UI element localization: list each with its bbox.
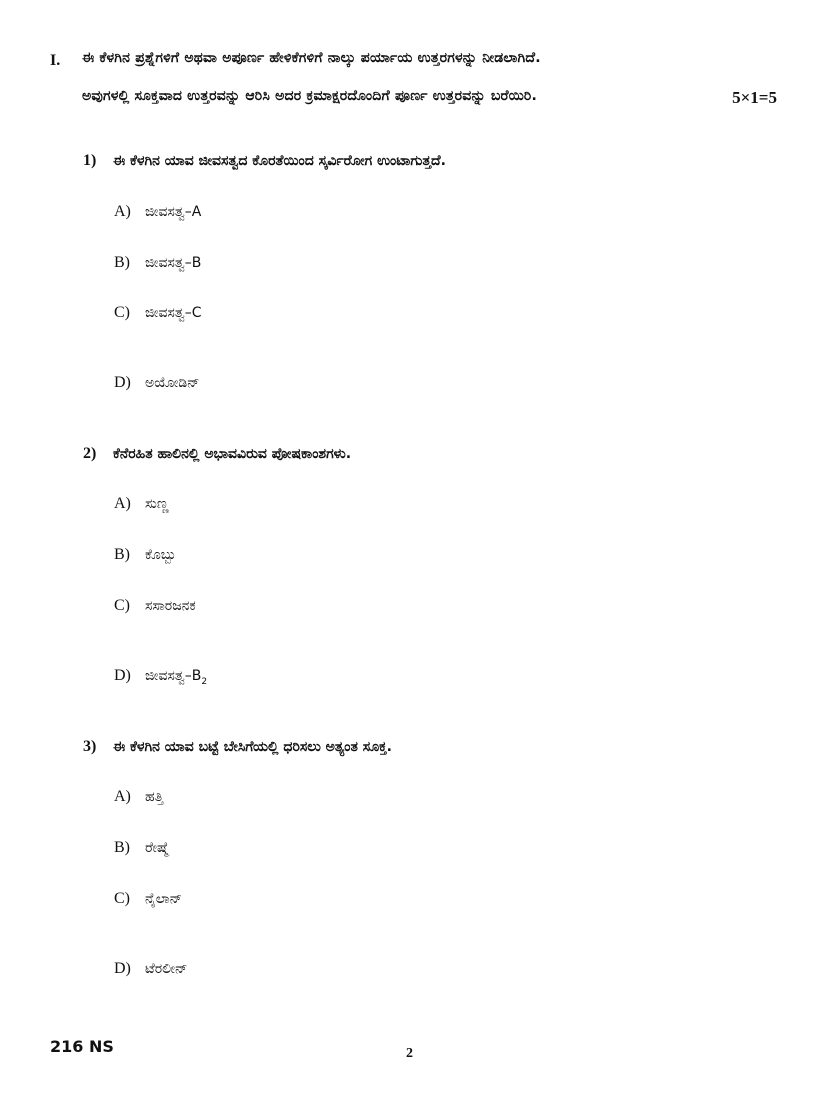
- section-instruction-line-1: ಈ ಕೆಳಗಿನ ಪ್ರಶ್ನೆಗಳಿಗೆ ಅಥವಾ ಅಪೂರ್ಣ ಹೇಳಿಕೆಗಳಿಗೆ ನಾಲ್ಕು ಪರ್ಯಾಯ ಉತ್ತರಗಳನ್ನು ನೀಡಲಾಗಿದೆ.: [82, 50, 541, 66]
- q2-option-d-text: [145, 668, 207, 687]
- q2-option-a-text: ಸುಣ್ಣ: [145, 496, 169, 512]
- question-2-number: 2): [83, 445, 97, 462]
- q3-option-d-text: ಟೆರಲೀನ್: [145, 961, 188, 977]
- question-1-text: ಈ ಕೆಳಗಿನ ಯಾವ ಜೀವಸತ್ವದ ಕೊರತೆಯಿಂದ ಸ್ಕರ್ವಿರೋಗ ಉಂಟಾಗುತ್ತದೆ.: [113, 153, 446, 169]
- section-instruction-line-2: ಅವುಗಳಲ್ಲಿ ಸೂಕ್ತವಾದ ಉತ್ತರವನ್ನು ಆರಿಸಿ ಅದರ ಕ್ರಮಾಕ್ಷರದೊಂದಿಗೆ ಪೂರ್ಣ ಉತ್ತರವನ್ನು ಬರೆಯಿರಿ.: [82, 88, 538, 104]
- question-3-text: ಈ ಕೆಳಗಿನ ಯಾವ ಬಟ್ಟೆ ಬೇಸಿಗೆಯಲ್ಲಿ ಧರಿಸಲು ಅತ್ಯಂತ ಸೂಕ್ತ.: [113, 739, 392, 755]
- section-marks: 5×1=5: [732, 88, 777, 107]
- q3-option-d-label: D): [114, 960, 131, 977]
- q1-option-d-text: ಅಯೋಡಿನ್: [145, 375, 200, 391]
- q3-option-a-label: A): [114, 788, 131, 805]
- q1-option-b-text: ಜೀವಸತ್ವ–B: [145, 255, 202, 271]
- q3-option-b-text: ರೇಷ್ಮೆ: [145, 840, 169, 856]
- q1-option-a-label: A): [114, 203, 131, 220]
- q3-option-a-text: ಹತ್ತಿ: [145, 789, 164, 805]
- q1-option-c-text: ಜೀವಸತ್ವ–C: [145, 305, 202, 321]
- q1-option-d-label: D): [114, 374, 131, 391]
- q2-option-c-text: ಸಸಾರಜನಕ: [145, 598, 196, 614]
- question-2-text: ಕೆನೆರಹಿತ ಹಾಲಿನಲ್ಲಿ ಅಭಾವವಿರುವ ಪೋಷಕಾಂಶಗಳು.: [113, 446, 352, 462]
- page-number: 2: [406, 1046, 413, 1061]
- q1-option-c-label: C): [114, 304, 130, 321]
- question-1-number: 1): [83, 152, 97, 169]
- paper-code: 216 NS: [50, 1037, 114, 1056]
- q2-option-d-subscript: 2: [201, 676, 208, 687]
- q2-option-a-label: A): [114, 495, 131, 512]
- q2-option-c-label: C): [114, 597, 130, 614]
- question-3-number: 3): [83, 738, 97, 755]
- q1-option-a-text: ಜೀವಸತ್ವ–A: [145, 204, 202, 220]
- q2-option-d-main: ಜೀವಸತ್ವ–B: [145, 668, 202, 684]
- q3-option-c-label: C): [114, 890, 130, 907]
- section-number: I.: [50, 52, 61, 69]
- q3-option-b-label: B): [114, 839, 130, 856]
- q1-option-b-label: B): [114, 254, 130, 271]
- q3-option-c-text: ನೈಲಾನ್: [145, 891, 183, 907]
- q2-option-b-label: B): [114, 546, 130, 563]
- q2-option-d-label: D): [114, 667, 131, 684]
- q2-option-b-text: ಕೊಬ್ಬು: [145, 547, 177, 563]
